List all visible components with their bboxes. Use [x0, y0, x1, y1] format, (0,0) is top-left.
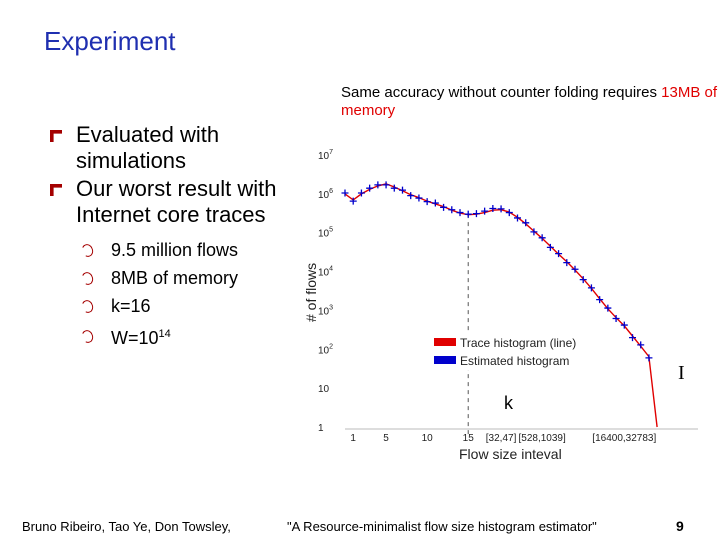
- y-tick-exponent: 5: [329, 226, 334, 234]
- y-tick-exponent: 3: [329, 304, 334, 312]
- estimated-point: [457, 209, 464, 216]
- x-axis-label: Flow size inteval: [459, 446, 562, 462]
- estimated-point: [432, 200, 439, 207]
- estimated-point: [440, 204, 447, 211]
- x-tick-label: 1: [350, 433, 356, 444]
- estimated-point: [498, 205, 505, 212]
- sub-bullet-text: $W=10^{14}$: [111, 328, 171, 348]
- x-tick-label: 5: [383, 433, 389, 444]
- exponent: 14: [158, 328, 171, 340]
- y-tick-exponent: 7: [329, 149, 334, 156]
- legend-swatch: [434, 356, 456, 364]
- y-tick-exponent: 6: [329, 187, 334, 195]
- k-label: k: [504, 393, 513, 413]
- y-tick-label: 1: [318, 423, 324, 434]
- estimated-point: [473, 210, 480, 217]
- estimated-point: [547, 244, 554, 251]
- estimated-point: [383, 181, 390, 188]
- x-tick-label: 15: [462, 433, 474, 444]
- memory-highlight: 13MB of memory: [341, 84, 718, 119]
- footer-authors: Bruno Ribeiro, Tao Ye, Don Towsley,: [22, 519, 231, 534]
- slide-title: Experiment: [44, 26, 176, 56]
- legend: [430, 334, 600, 370]
- legend-label: Trace histogram (line): [460, 336, 577, 350]
- y-axis-label: # of flows: [303, 262, 319, 322]
- trace-histogram-line: [345, 184, 657, 427]
- plot-series: [342, 181, 658, 427]
- error-bar-glyph: I: [678, 362, 685, 384]
- y-tick-exponent: 4: [329, 265, 334, 273]
- y-tick-label: $10^3$: [318, 304, 334, 318]
- x-tick-label: 10: [421, 433, 433, 444]
- bullet-text: Our worst result with Internet core traces: [76, 176, 277, 227]
- memory-note: Same accuracy without counter folding requires 13MB of memory: [341, 84, 718, 119]
- y-tick-label: $10^6$: [318, 187, 334, 201]
- sub-bullet-text: k=16: [111, 296, 151, 316]
- x-tick-label: [16400,32783]: [592, 433, 657, 444]
- x-axis: [345, 429, 698, 444]
- x-tick-label: [528,1039]: [518, 433, 566, 444]
- y-tick-label: 10: [318, 384, 330, 396]
- sub-bullet-text: 8MB of memory: [111, 268, 239, 288]
- estimated-point: [506, 209, 513, 216]
- estimated-point: [645, 354, 652, 361]
- estimated-point: [465, 211, 472, 218]
- y-tick-label: $10^5$: [318, 226, 334, 240]
- y-tick-label: $10^4$: [318, 265, 334, 279]
- page-number: 9: [676, 518, 684, 534]
- y-tick-exponent: 2: [329, 343, 334, 351]
- y-axis: [318, 149, 333, 434]
- sub-bullet-text: 9.5 million flows: [111, 240, 239, 260]
- y-tick-label: $10^2$: [318, 343, 334, 357]
- legend-swatch: [434, 338, 456, 346]
- estimated-point: [448, 206, 455, 213]
- bullet-text: Evaluated with simulations: [76, 122, 220, 173]
- y-tick-label: $10^7$: [318, 149, 334, 162]
- x-tick-label: [32,47]: [485, 433, 517, 444]
- estimated-point: [424, 198, 431, 205]
- legend-label: Estimated histogram: [460, 354, 570, 368]
- footer-paper-title: "A Resource-minimalist flow size histogram estimator": [287, 519, 597, 534]
- estimated-point: [415, 195, 422, 202]
